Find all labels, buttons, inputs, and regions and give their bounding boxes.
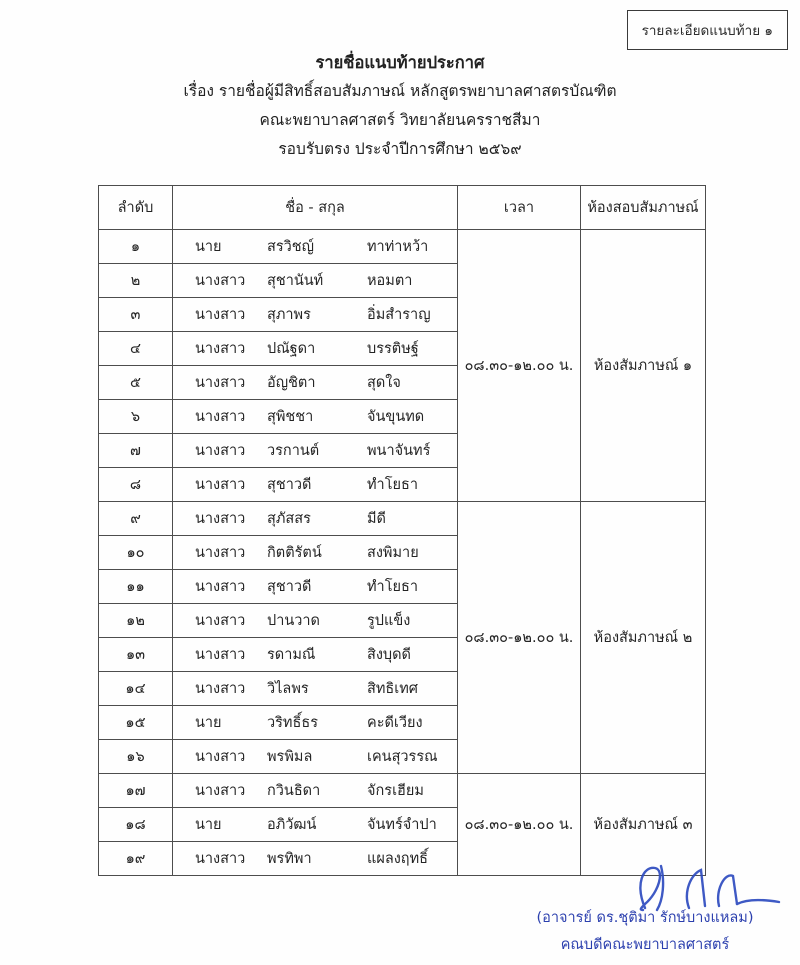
row-number: ๑ xyxy=(99,230,173,264)
name-cell xyxy=(173,502,458,536)
last-name: สงพิมาย xyxy=(367,545,419,561)
first-name: สุพิชชา xyxy=(267,409,314,425)
first-name: สุภัสสร xyxy=(267,511,311,527)
name-prefix: นาย xyxy=(195,817,222,833)
last-name: มีดี xyxy=(367,511,386,527)
name-prefix: นางสาว xyxy=(195,681,246,697)
last-name: จันขุนทด xyxy=(367,409,425,425)
name-cell xyxy=(173,264,458,298)
row-number: ๑๙ xyxy=(99,842,173,876)
row-number: ๙ xyxy=(99,502,173,536)
last-name: รูปแข็ง xyxy=(367,613,411,629)
row-number: ๘ xyxy=(99,468,173,502)
first-name: วิไลพร xyxy=(267,681,309,697)
row-number: ๑๒ xyxy=(99,604,173,638)
last-name: พนาจันทร์ xyxy=(367,443,431,459)
name-cell xyxy=(173,400,458,434)
row-number: ๒ xyxy=(99,264,173,298)
first-name: สุชาวดี xyxy=(267,579,312,595)
table-header-row xyxy=(99,186,706,230)
last-name: อิ่มสำราญ xyxy=(367,307,431,323)
name-cell xyxy=(173,774,458,808)
row-number: ๓ xyxy=(99,298,173,332)
first-name: กวินธิดา xyxy=(267,783,321,799)
document-subject-line: เรื่อง รายชื่อผู้มีสิทธิ์สอบสัมภาษณ์ หลักสูตรพยาบาลศาสตรบัณฑิต xyxy=(183,82,617,100)
row-number: ๗ xyxy=(99,434,173,468)
document-title-block xyxy=(0,48,800,164)
row-number: ๑๔ xyxy=(99,672,173,706)
name-cell xyxy=(173,604,458,638)
first-name: อภิวัฒน์ xyxy=(267,817,317,833)
room-cell: ห้องสัมภาษณ์ ๑ xyxy=(581,230,706,502)
name-cell xyxy=(173,740,458,774)
last-name: สิงบุดดี xyxy=(367,647,411,663)
name-prefix: นางสาว xyxy=(195,375,246,391)
name-prefix: นางสาว xyxy=(195,579,246,595)
name-prefix: นางสาว xyxy=(195,443,246,459)
first-name: พรทิพา xyxy=(267,851,312,867)
name-prefix: นางสาว xyxy=(195,545,246,561)
last-name: แผลงฤทธิ์ xyxy=(367,851,428,867)
first-name: สุชาวดี xyxy=(267,477,312,493)
first-name: อัญชิตา xyxy=(267,375,316,391)
name-prefix: นางสาว xyxy=(195,409,246,425)
name-cell xyxy=(173,434,458,468)
first-name: ปณัฐดา xyxy=(267,341,316,357)
name-cell xyxy=(173,638,458,672)
name-cell xyxy=(173,366,458,400)
name-cell xyxy=(173,706,458,740)
name-prefix: นางสาว xyxy=(195,783,246,799)
name-prefix: นางสาว xyxy=(195,273,246,289)
faculty-line: คณะพยาบาลศาสตร์ วิทยาลัยนครราชสีมา xyxy=(259,111,541,129)
header-room: ห้องสอบสัมภาษณ์ xyxy=(581,186,706,230)
last-name: สุดใจ xyxy=(367,375,401,391)
last-name: เคนสุวรรณ xyxy=(367,749,438,765)
name-prefix: นางสาว xyxy=(195,749,246,765)
signer-title: คณบดีคณะพยาบาลศาสตร์ xyxy=(560,937,730,953)
name-prefix: นางสาว xyxy=(195,851,246,867)
row-number: ๑๖ xyxy=(99,740,173,774)
name-prefix: นางสาว xyxy=(195,613,246,629)
name-cell xyxy=(173,230,458,264)
attachment-detail-label: รายละเอียดแนบท้าย ๑ xyxy=(641,23,773,39)
header-name: ชื่อ - สกุล xyxy=(173,186,458,230)
room-cell: ห้องสัมภาษณ์ ๓ xyxy=(581,774,706,876)
time-cell: ๐๘.๓๐-๑๒.๐๐ น. xyxy=(458,774,581,876)
row-number: ๕ xyxy=(99,366,173,400)
row-number: ๑๑ xyxy=(99,570,173,604)
name-cell xyxy=(173,570,458,604)
name-prefix: นางสาว xyxy=(195,511,246,527)
name-cell xyxy=(173,298,458,332)
last-name: ทำโยธา xyxy=(367,477,418,493)
time-cell: ๐๘.๓๐-๑๒.๐๐ น. xyxy=(458,502,581,774)
last-name: สิทธิเทศ xyxy=(367,681,418,697)
last-name: หอมตา xyxy=(367,273,413,289)
name-cell xyxy=(173,808,458,842)
first-name: วรกานต์ xyxy=(267,443,320,459)
header-time: เวลา xyxy=(458,186,581,230)
interview-schedule-table xyxy=(98,185,706,876)
name-prefix: นางสาว xyxy=(195,647,246,663)
last-name: จักรเฮียม xyxy=(367,783,424,799)
last-name: ทำโยธา xyxy=(367,579,418,595)
row-number: ๔ xyxy=(99,332,173,366)
name-prefix: นางสาว xyxy=(195,341,246,357)
name-prefix: นางสาว xyxy=(195,477,246,493)
first-name: พรพิมล xyxy=(267,749,313,765)
first-name: รดามณี xyxy=(267,647,316,663)
header-no: ลำดับ xyxy=(99,186,173,230)
last-name: จันทร์จำปา xyxy=(367,817,437,833)
last-name: ทาท่าหว้า xyxy=(367,239,429,255)
first-name: ปานวาด xyxy=(267,613,320,629)
row-number: ๑๕ xyxy=(99,706,173,740)
name-prefix: นาย xyxy=(195,239,222,255)
first-name: กิตติรัตน์ xyxy=(267,545,322,561)
admission-round-line: รอบรับตรง ประจำปีการศึกษา ๒๕๖๙ xyxy=(278,140,522,158)
table-row xyxy=(99,230,706,264)
name-cell xyxy=(173,672,458,706)
time-cell: ๐๘.๓๐-๑๒.๐๐ น. xyxy=(458,230,581,502)
first-name: สรวิชญ์ xyxy=(267,239,314,255)
name-cell xyxy=(173,468,458,502)
table-row xyxy=(99,502,706,536)
table-row xyxy=(99,774,706,808)
row-number: ๑๗ xyxy=(99,774,173,808)
document-title: รายชื่อแนบท้ายประกาศ xyxy=(315,53,485,72)
first-name: วริทธิ์ธร xyxy=(267,715,318,731)
first-name: สุชานันท์ xyxy=(267,273,324,289)
attachment-detail-box xyxy=(627,10,788,50)
signer-name: (อาจารย์ ดร.ชุติมา รักษ์บางแหลม) xyxy=(536,910,754,926)
row-number: ๑๘ xyxy=(99,808,173,842)
name-cell xyxy=(173,842,458,876)
room-cell: ห้องสัมภาษณ์ ๒ xyxy=(581,502,706,774)
row-number: ๖ xyxy=(99,400,173,434)
name-prefix: นาย xyxy=(195,715,222,731)
row-number: ๑๐ xyxy=(99,536,173,570)
row-number: ๑๓ xyxy=(99,638,173,672)
name-prefix: นางสาว xyxy=(195,307,246,323)
last-name: บรรติษฐ์ xyxy=(367,341,419,357)
name-cell xyxy=(173,536,458,570)
last-name: คะดีเวียง xyxy=(367,715,423,731)
name-cell xyxy=(173,332,458,366)
first-name: สุภาพร xyxy=(267,307,311,323)
signature-block xyxy=(490,905,800,959)
